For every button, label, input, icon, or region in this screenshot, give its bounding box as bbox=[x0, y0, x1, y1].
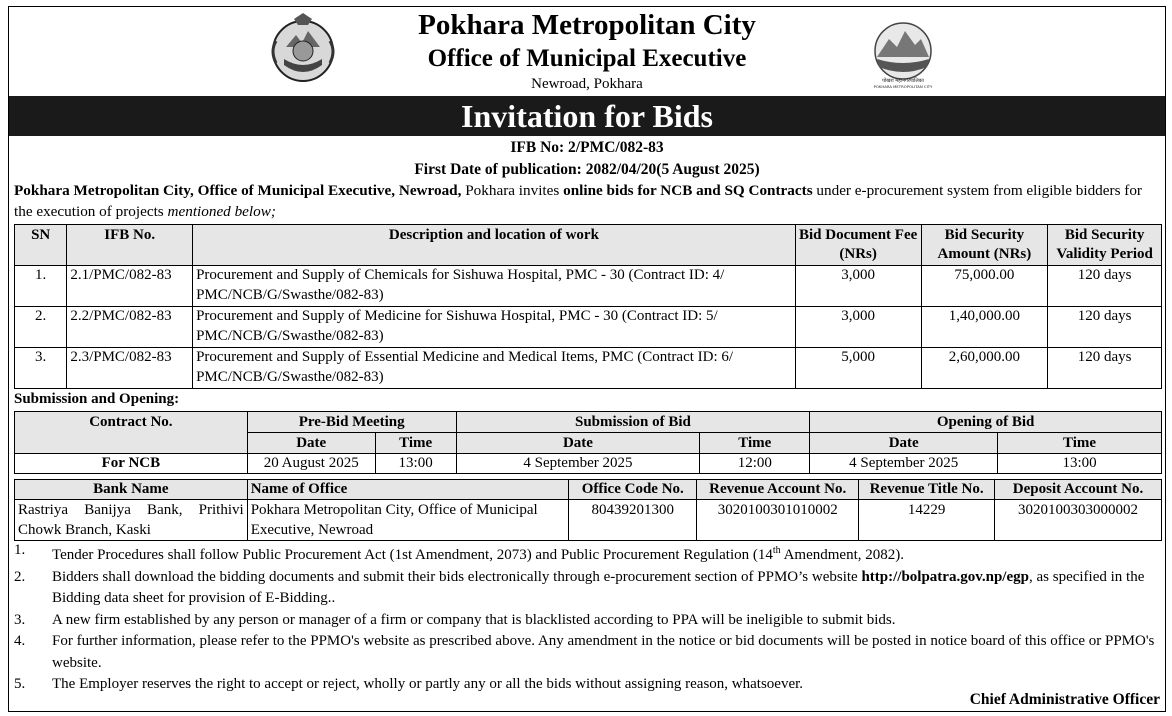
cell-validity: 120 days bbox=[1048, 348, 1162, 389]
bank-header-row bbox=[15, 480, 1162, 500]
submission-title: Submission and Opening: bbox=[14, 391, 180, 407]
cell-ifb: 2.2/PMC/082-83 bbox=[67, 307, 193, 348]
logo-text: पोखरा महानगरपालिका bbox=[882, 78, 924, 84]
table-row bbox=[15, 500, 1162, 541]
col-bank: Bank Name bbox=[15, 480, 248, 500]
publication-date: First Date of publication: 2082/04/20(5 August 2025) bbox=[414, 161, 760, 178]
intro-paragraph bbox=[14, 180, 1161, 222]
cell-sn: 3. bbox=[15, 348, 67, 389]
intro-text-2: under e-procurement system from eligible bidders for the execution of projects bbox=[14, 182, 1142, 220]
col-submission: Submission of Bid bbox=[456, 412, 810, 433]
ppmo-link[interactable]: http://bolpatra.gov.np/egp bbox=[861, 568, 1029, 585]
notice-frame bbox=[8, 6, 1166, 712]
note-number: 1. bbox=[14, 542, 26, 558]
city-title: Pokhara Metropolitan City bbox=[418, 9, 756, 41]
col-contract: Contract No. bbox=[15, 412, 248, 454]
col-prebid-time: Time bbox=[375, 433, 456, 454]
cell-security: 1,40,000.00 bbox=[921, 307, 1048, 348]
signature: Chief Administrative Officer bbox=[969, 691, 1160, 708]
note-superscript: th bbox=[772, 545, 781, 556]
col-description: Description and location of work bbox=[193, 225, 796, 266]
cell-security: 2,60,000.00 bbox=[921, 348, 1048, 389]
note-text bbox=[52, 567, 1161, 610]
list-item bbox=[14, 631, 1161, 674]
note-number: 3. bbox=[14, 611, 26, 628]
cell-description: Procurement and Supply of Chemicals for Sishuwa Hospital, PMC - 30 (Contract ID: 4/ PMC/NCB/G/Swasthe/082-83) bbox=[193, 266, 796, 307]
col-prebid: Pre-Bid Meeting bbox=[247, 412, 456, 433]
note-text-b: , as specified in the Bidding data sheet for provision of E-Bidding.. bbox=[52, 568, 1145, 606]
col-open-date: Date bbox=[810, 433, 998, 454]
col-fee: Bid Document Fee (NRs) bbox=[795, 225, 921, 266]
cell-fee: 5,000 bbox=[795, 348, 921, 389]
note-text: The Employer reserves the right to accept or reject, wholly or partly any or all the bids without assigning reason, whatsoever. bbox=[52, 676, 804, 692]
col-open-time: Time bbox=[998, 433, 1162, 454]
col-sub-time: Time bbox=[700, 433, 810, 454]
cell-fee: 3,000 bbox=[795, 307, 921, 348]
cell-office: Pokhara Metropolitan City, Office of Municipal Executive, Newroad bbox=[247, 500, 569, 541]
col-deposit-account: Deposit Account No. bbox=[995, 480, 1162, 500]
cell-prebid-date: 20 August 2025 bbox=[247, 454, 375, 474]
list-item bbox=[14, 610, 1161, 632]
pokhara-metropolitan-logo-icon bbox=[867, 17, 939, 89]
cell-bank: Rastriya Banijya Bank, Prithivi Chowk Branch, Kaski bbox=[15, 500, 248, 541]
list-item bbox=[14, 567, 1161, 610]
note-text-a: Bidders shall download the bidding documents and submit their bids electronically through e-procurement section of PPMO’s website bbox=[52, 568, 862, 585]
cell-sub-date: 4 September 2025 bbox=[456, 454, 700, 474]
intro-bold-office: Pokhara Metropolitan City, Office of Municipal Executive, Newroad, bbox=[14, 182, 462, 199]
table-row bbox=[15, 266, 1162, 307]
cell-open-time: 13:00 bbox=[998, 454, 1162, 474]
intro-text-1: Pokhara invites bbox=[461, 182, 564, 199]
col-prebid-date: Date bbox=[247, 433, 375, 454]
invitation-banner: Invitation for Bids bbox=[9, 96, 1165, 136]
cell-deposit-account: 3020100303000002 bbox=[995, 500, 1162, 541]
cell-fee: 3,000 bbox=[795, 266, 921, 307]
cell-office-code: 80439201300 bbox=[569, 500, 697, 541]
col-ifb: IFB No. bbox=[67, 225, 193, 266]
col-office-code: Office Code No. bbox=[569, 480, 697, 500]
table-row bbox=[15, 307, 1162, 348]
col-sn: SN bbox=[15, 225, 67, 266]
cell-prebid-time: 13:00 bbox=[375, 454, 456, 474]
cell-description: Procurement and Supply of Medicine for Sishuwa Hospital, PMC - 30 (Contract ID: 5/ PMC/NCB/G/Swasthe/082-83) bbox=[193, 307, 796, 348]
list-item bbox=[14, 540, 1161, 567]
note-text: A new firm established by any person or manager of a firm or company that is blacklisted according to PPA will be ineligible to submit bids. bbox=[52, 611, 896, 628]
header bbox=[9, 7, 1165, 97]
col-sub-date: Date bbox=[456, 433, 700, 454]
col-opening: Opening of Bid bbox=[810, 412, 1162, 433]
submission-table bbox=[14, 411, 1162, 474]
office-title: Office of Municipal Executive bbox=[427, 45, 747, 72]
bank-table bbox=[14, 479, 1162, 541]
table-row bbox=[15, 348, 1162, 389]
cell-revenue-account: 3020100301010002 bbox=[697, 500, 859, 541]
cell-ifb: 2.1/PMC/082-83 bbox=[67, 266, 193, 307]
cell-open-date: 4 September 2025 bbox=[810, 454, 998, 474]
note-number: 2. bbox=[14, 568, 26, 585]
intro-bold-contracts: online bids for NCB and SQ Contracts bbox=[563, 182, 813, 199]
cell-validity: 120 days bbox=[1048, 307, 1162, 348]
note-text-b: Amendment, 2082). bbox=[780, 547, 904, 563]
col-revenue-title: Revenue Title No. bbox=[859, 480, 995, 500]
cell-security: 75,000.00 bbox=[921, 266, 1048, 307]
bids-table bbox=[14, 224, 1162, 389]
cell-sn: 2. bbox=[15, 307, 67, 348]
col-validity: Bid Security Validity Period bbox=[1048, 225, 1162, 266]
logo-caption: POKHARA METROPOLITAN CITY bbox=[873, 84, 933, 89]
cell-description: Procurement and Supply of Essential Medicine and Medical Items, PMC (Contract ID: 6/ PMC/NCB/G/Swasthe/082-83) bbox=[193, 348, 796, 389]
col-revenue-account: Revenue Account No. bbox=[697, 480, 859, 500]
cell-revenue-title: 14229 bbox=[859, 500, 995, 541]
cell-sub-time: 12:00 bbox=[700, 454, 810, 474]
note-number: 4. bbox=[14, 633, 26, 649]
notes-list bbox=[14, 540, 1161, 696]
intro-italic: mentioned below; bbox=[167, 203, 276, 220]
col-security: Bid Security Amount (NRs) bbox=[921, 225, 1048, 266]
cell-validity: 120 days bbox=[1048, 266, 1162, 307]
cell-ifb: 2.3/PMC/082-83 bbox=[67, 348, 193, 389]
note-text-a: Tender Procedures shall follow Public Procurement Act (1st Amendment, 2073) and Public Procurement Regulation (14 bbox=[52, 547, 773, 563]
table-row bbox=[15, 454, 1162, 474]
cell-sn: 1. bbox=[15, 266, 67, 307]
ifb-number: IFB No: 2/PMC/082-83 bbox=[510, 139, 664, 156]
cell-contract: For NCB bbox=[15, 454, 248, 474]
note-number: 5. bbox=[14, 676, 26, 692]
address: Newroad, Pokhara bbox=[531, 76, 643, 92]
note-text: For further information, please refer to the PPMO's website as prescribed above. Any amendment in the notice or bid documents will be posted in notice board of this office or PPMO's website. bbox=[52, 633, 1155, 671]
submission-header-row bbox=[15, 412, 1162, 433]
bids-table-header bbox=[15, 225, 1162, 266]
col-office: Name of Office bbox=[247, 480, 569, 500]
note-text bbox=[52, 540, 1161, 567]
